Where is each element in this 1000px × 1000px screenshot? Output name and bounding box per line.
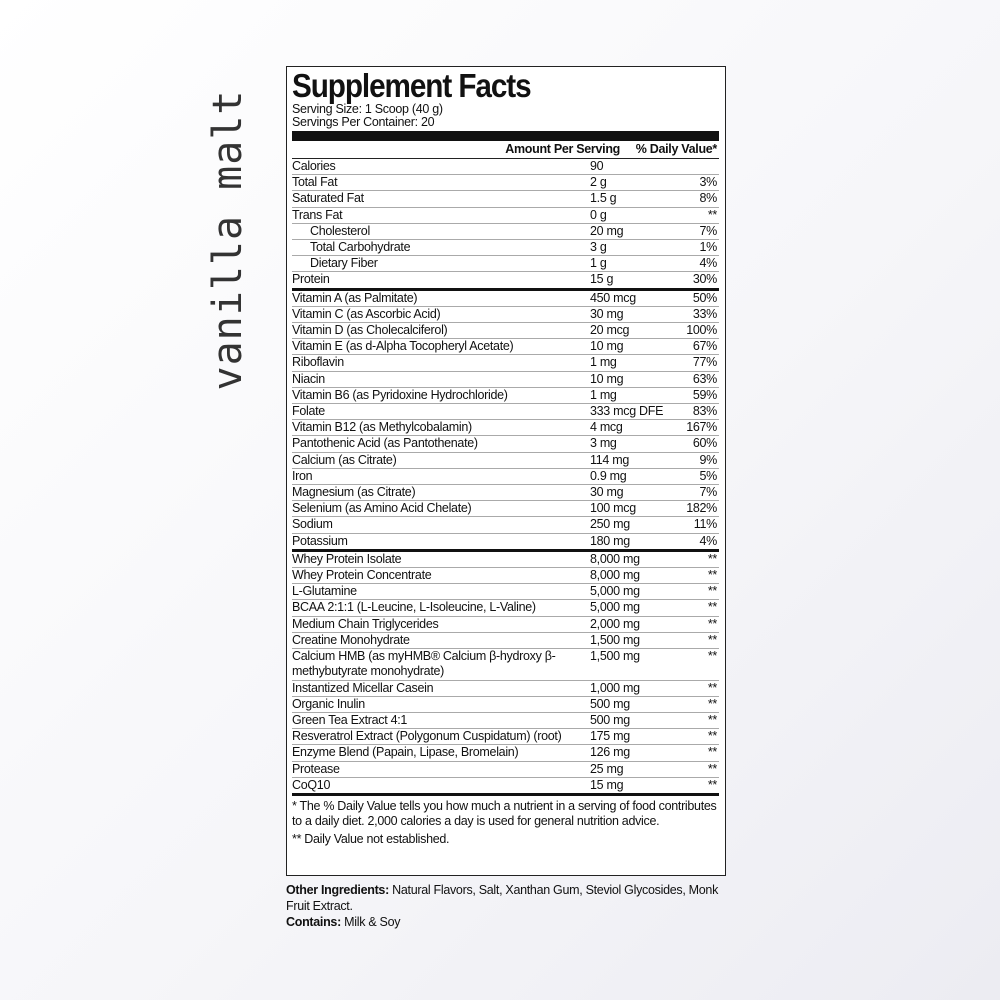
nutrient-daily-value: 3% [699, 175, 717, 190]
footnote-not-established: ** Daily Value not established. [292, 831, 450, 846]
nutrient-amount: 500 mg [590, 696, 630, 711]
nutrient-row [292, 762, 719, 778]
nutrient-name: Green Tea Extract 4:1 [292, 712, 408, 727]
nutrient-row [292, 778, 719, 796]
nutrient-daily-value: 7% [699, 223, 717, 238]
nutrient-name: Dietary Fiber [310, 256, 378, 271]
nutrient-amount: 5,000 mg [590, 600, 640, 615]
nutrient-daily-value: 1% [699, 240, 717, 255]
nutrient-amount: 100 mcg [590, 501, 636, 516]
nutrient-row [292, 534, 719, 552]
nutrient-row [292, 159, 719, 175]
nutrient-name: Sodium [292, 517, 333, 532]
nutrient-name: Vitamin A (as Palmitate) [292, 290, 418, 305]
ingredients-section [292, 552, 719, 796]
nutrient-amount: 10 mg [590, 339, 624, 354]
nutrient-name: Protease [292, 761, 340, 776]
nutrient-name: Protein [292, 272, 330, 287]
nutrient-name: Vitamin D (as Cholecalciferol) [292, 323, 448, 338]
nutrient-name: Vitamin E (as d-Alpha Tocopheryl Acetate) [292, 339, 514, 354]
nutrient-row [292, 469, 719, 485]
nutrient-daily-value: ** [707, 712, 717, 727]
nutrient-name: Whey Protein Isolate [292, 551, 402, 566]
other-ingredients-text: Natural Flavors, Salt, Xanthan Gum, Steviol Glycosides, Monk Fruit Extract. [286, 883, 719, 913]
nutrient-row [292, 191, 719, 207]
nutrient-daily-value: ** [707, 777, 717, 792]
nutrient-daily-value: ** [707, 696, 717, 711]
vitamins-minerals-section [292, 291, 719, 552]
nutrient-name: Enzyme Blend (Papain, Lipase, Bromelain) [292, 745, 519, 760]
supplement-facts-panel [286, 66, 726, 876]
nutrient-daily-value: 8% [699, 191, 717, 206]
nutrient-amount: 20 mcg [590, 323, 630, 338]
nutrient-daily-value: ** [707, 632, 717, 647]
nutrient-amount: 30 mg [590, 306, 624, 321]
nutrient-amount: 126 mg [590, 745, 630, 760]
nutrient-name: Vitamin B12 (as Methylcobalamin) [292, 420, 472, 435]
other-ingredients-block [286, 882, 726, 930]
nutrient-name: Calories [292, 159, 336, 173]
other-ingredients-label: Other Ingredients: [286, 883, 389, 897]
macronutrients-section [292, 159, 719, 291]
nutrient-amount: 3 g [590, 240, 607, 255]
nutrient-row [292, 355, 719, 371]
nutrient-name: Vitamin B6 (as Pyridoxine Hydrochloride) [292, 387, 508, 402]
nutrient-name: Creatine Monohydrate [292, 632, 410, 647]
nutrient-name: Calcium HMB (as myHMB® Calcium β-hydroxy β-methybutyrate monohydrate) [292, 649, 556, 679]
nutrient-daily-value: 4% [699, 256, 717, 271]
nutrient-amount: 30 mg [590, 485, 624, 500]
nutrient-amount: 0.9 mg [590, 468, 627, 483]
nutrient-daily-value: 4% [699, 533, 717, 548]
nutrient-row [292, 372, 719, 388]
nutrient-row [292, 436, 719, 452]
nutrient-daily-value: 11% [693, 517, 717, 532]
nutrient-daily-value: ** [707, 584, 717, 599]
nutrient-daily-value: ** [707, 680, 717, 695]
nutrient-row [292, 388, 719, 404]
contains [286, 914, 726, 930]
amount-header: Amount Per Serving [505, 141, 620, 156]
nutrient-name: Magnesium (as Citrate) [292, 485, 416, 500]
nutrient-amount: 15 g [590, 272, 614, 287]
nutrient-daily-value: 9% [699, 452, 717, 467]
nutrient-daily-value: 59% [692, 387, 717, 402]
nutrient-daily-value: 182% [686, 501, 717, 516]
nutrient-row [292, 552, 719, 568]
nutrient-daily-value: ** [707, 616, 717, 631]
nutrient-row [292, 568, 719, 584]
other-ingredients [286, 882, 726, 914]
nutrient-amount: 1,500 mg [590, 649, 640, 664]
nutrient-name: Medium Chain Triglycerides [292, 616, 439, 631]
panel-title: Supplement Facts [292, 67, 531, 104]
nutrient-daily-value: ** [707, 207, 717, 222]
nutrient-row [292, 453, 719, 469]
nutrient-row [292, 485, 719, 501]
nutrient-row [292, 713, 719, 729]
nutrient-name: Riboflavin [292, 355, 344, 370]
nutrient-name: Total Carbohydrate [310, 240, 411, 255]
nutrient-daily-value: ** [707, 551, 717, 566]
nutrient-amount: 8,000 mg [590, 551, 640, 566]
nutrient-row [292, 339, 719, 355]
nutrient-row [292, 584, 719, 600]
nutrient-row [292, 681, 719, 697]
nutrient-row [292, 224, 719, 240]
thick-divider [292, 131, 719, 141]
nutrient-amount: 2,000 mg [590, 616, 640, 631]
nutrient-row [292, 256, 719, 272]
nutrient-amount: 90 [590, 159, 604, 173]
nutrient-daily-value: 167% [686, 420, 717, 435]
nutrient-amount: 250 mg [590, 517, 630, 532]
nutrient-name: Resveratrol Extract (Polygonum Cuspidatum) (root) [292, 729, 562, 744]
nutrient-daily-value: ** [707, 729, 717, 744]
nutrient-amount: 1 g [590, 256, 607, 271]
nutrient-daily-value: ** [707, 761, 717, 776]
nutrient-name: Calcium (as Citrate) [292, 452, 397, 467]
footnote-dv: * The % Daily Value tells you how much a nutrient in a serving of food contributes to a daily diet. 2,000 calories a day is used for general nutrition advice. [292, 798, 717, 828]
nutrient-row [292, 649, 719, 680]
contains-text: Milk & Soy [344, 915, 401, 929]
nutrient-row [292, 745, 719, 761]
nutrient-amount: 25 mg [590, 761, 624, 776]
nutrient-row [292, 291, 719, 307]
nutrient-amount: 1,500 mg [590, 632, 640, 647]
nutrient-amount: 450 mcg [590, 290, 636, 305]
serving-size: Serving Size: 1 Scoop (40 g) [292, 102, 443, 116]
nutrient-row [292, 501, 719, 517]
nutrient-amount: 20 mg [590, 223, 624, 238]
nutrient-amount: 175 mg [590, 729, 630, 744]
nutrient-amount: 2 g [590, 175, 607, 190]
nutrient-daily-value: 83% [692, 404, 717, 419]
nutrient-row [292, 697, 719, 713]
nutrient-row [292, 404, 719, 420]
nutrient-daily-value: ** [707, 649, 717, 664]
nutrient-name: Total Fat [292, 175, 338, 190]
nutrient-daily-value: 60% [692, 436, 717, 451]
nutrient-amount: 333 mcg DFE [590, 404, 664, 419]
nutrient-daily-value: ** [707, 745, 717, 760]
nutrient-amount: 1.5 g [590, 191, 617, 206]
nutrient-row [292, 517, 719, 533]
nutrient-name: Iron [292, 468, 313, 483]
nutrient-name: Folate [292, 404, 325, 419]
nutrient-amount: 3 mg [590, 436, 617, 451]
nutrient-amount: 15 mg [590, 777, 624, 792]
nutrient-row [292, 208, 719, 224]
dv-header: % Daily Value* [635, 141, 717, 156]
nutrient-amount: 114 mg [590, 452, 629, 467]
nutrient-row [292, 633, 719, 649]
flavor-label: vanilla malt [205, 89, 251, 391]
nutrient-name: Vitamin C (as Ascorbic Acid) [292, 306, 441, 321]
nutrient-name: Niacin [292, 371, 325, 386]
nutrient-name: Trans Fat [292, 207, 343, 222]
nutrient-amount: 4 mcg [590, 420, 623, 435]
nutrient-name: L-Glutamine [292, 584, 357, 599]
nutrient-row [292, 175, 719, 191]
nutrient-name: CoQ10 [292, 777, 331, 792]
nutrient-row [292, 240, 719, 256]
nutrient-amount: 1 mg [590, 355, 617, 370]
nutrient-name: Potassium [292, 533, 348, 548]
nutrient-daily-value: 33% [692, 306, 717, 321]
nutrient-amount: 1,000 mg [590, 680, 640, 695]
contains-label: Contains: [286, 915, 341, 929]
nutrient-daily-value: 100% [686, 323, 717, 338]
nutrient-name: Saturated Fat [292, 191, 364, 206]
nutrient-name: Whey Protein Concentrate [292, 568, 432, 583]
nutrient-name: Pantothenic Acid (as Pantothenate) [292, 436, 478, 451]
nutrient-name: Cholesterol [310, 223, 370, 238]
nutrient-amount: 8,000 mg [590, 568, 640, 583]
nutrient-name: Instantized Micellar Casein [292, 680, 434, 695]
nutrient-daily-value: 67% [692, 339, 717, 354]
nutrient-daily-value: ** [707, 568, 717, 583]
nutrient-row [292, 272, 719, 290]
nutrient-amount: 5,000 mg [590, 584, 640, 599]
nutrient-row [292, 600, 719, 616]
nutrient-daily-value: 7% [699, 485, 717, 500]
nutrient-amount: 180 mg [590, 533, 630, 548]
nutrient-row [292, 420, 719, 436]
nutrient-daily-value: 5% [699, 468, 717, 483]
column-header [292, 141, 719, 159]
nutrient-daily-value: 50% [692, 290, 717, 305]
nutrient-amount: 0 g [590, 207, 607, 222]
nutrient-name: BCAA 2:1:1 (L-Leucine, L-Isoleucine, L-Valine) [292, 600, 536, 615]
nutrient-row [292, 323, 719, 339]
nutrient-daily-value: 30% [692, 272, 717, 287]
nutrient-daily-value: 63% [692, 371, 717, 386]
nutrient-daily-value: ** [707, 600, 717, 615]
nutrient-daily-value: 77% [692, 355, 717, 370]
nutrient-row [292, 729, 719, 745]
footnotes [292, 799, 719, 847]
servings-per-container: Servings Per Container: 20 [292, 115, 435, 129]
nutrient-row [292, 617, 719, 633]
nutrient-amount: 10 mg [590, 371, 624, 386]
nutrient-row [292, 307, 719, 323]
nutrient-name: Organic Inulin [292, 696, 365, 711]
nutrient-amount: 1 mg [590, 387, 617, 402]
nutrient-name: Selenium (as Amino Acid Chelate) [292, 501, 472, 516]
nutrient-amount: 500 mg [590, 712, 630, 727]
